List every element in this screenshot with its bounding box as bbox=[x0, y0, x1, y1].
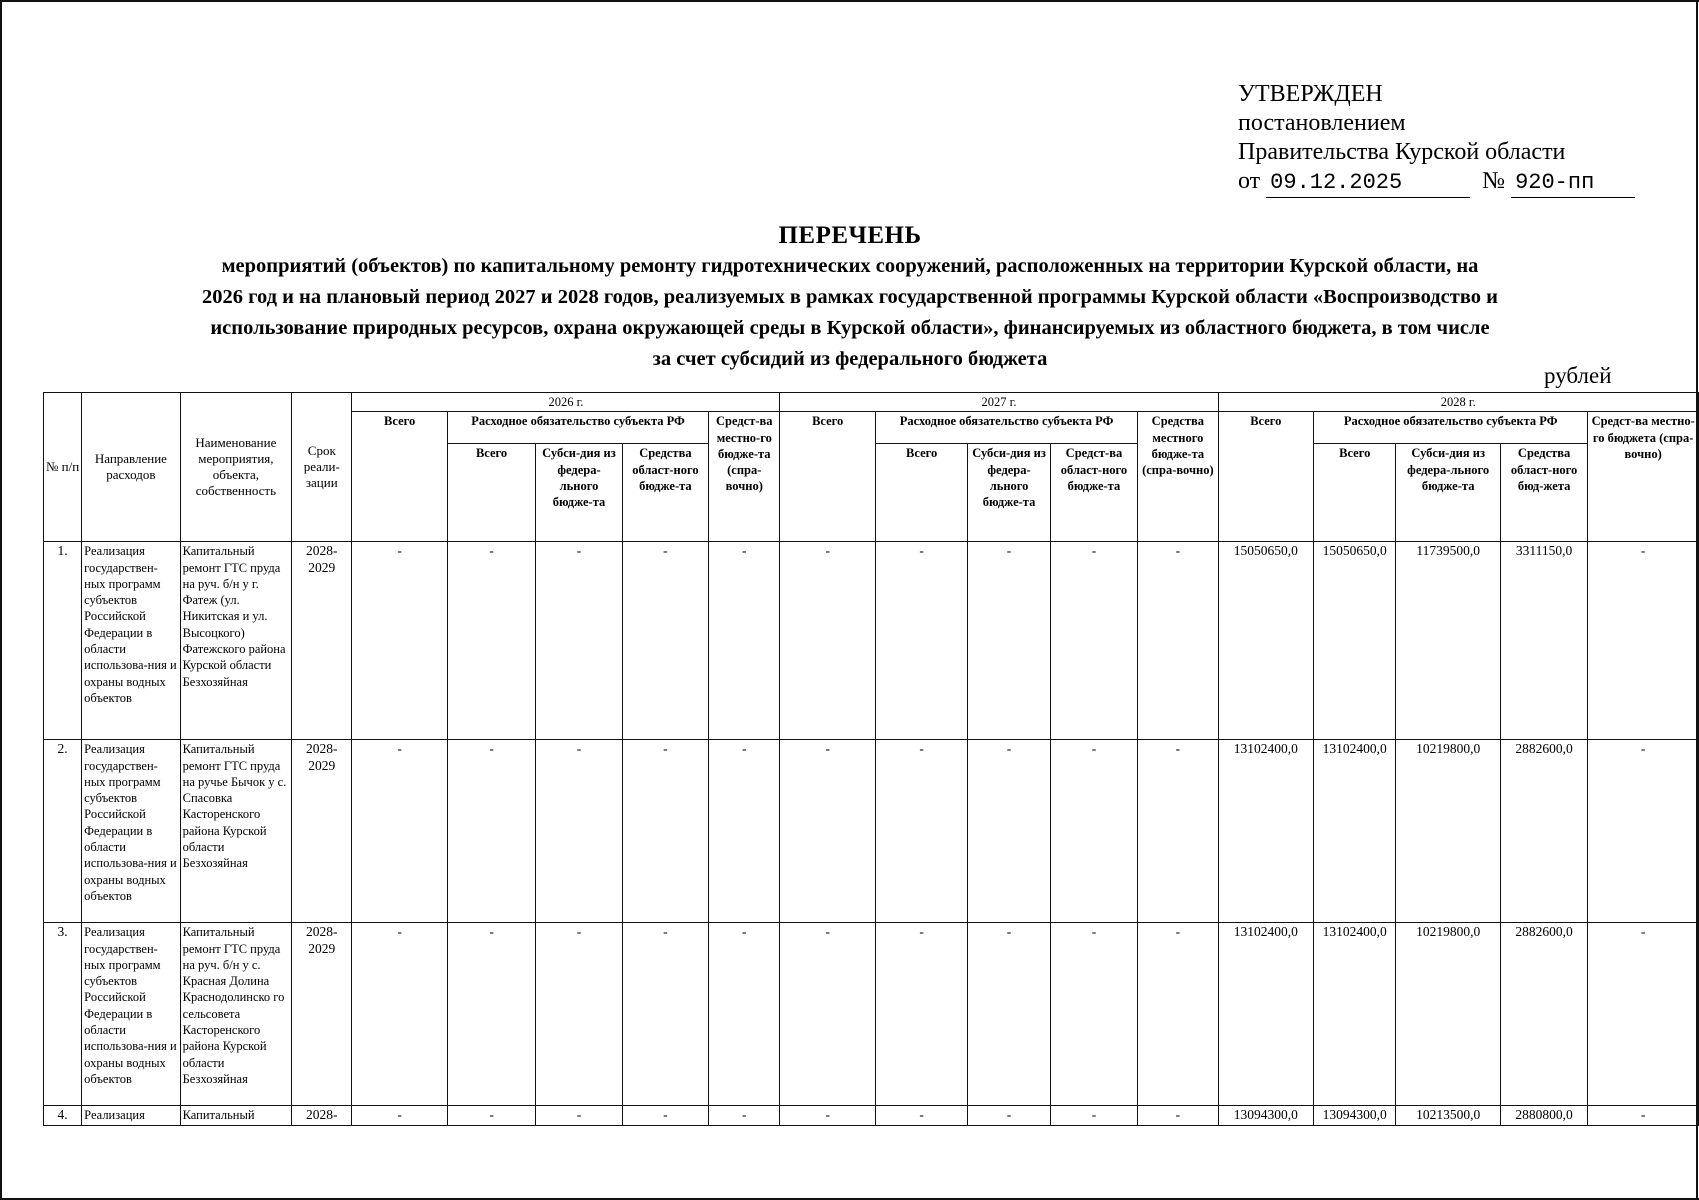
row-num: 3. bbox=[44, 923, 82, 1106]
title-line-4: за счет субсидий из федерального бюджета bbox=[652, 348, 1048, 370]
cell-2028-sub-total: 13102400,0 bbox=[1314, 740, 1396, 923]
cell-2028-sub-total: 15050650,0 bbox=[1314, 542, 1396, 740]
header-2027-total: Всего bbox=[780, 412, 875, 542]
cell-2027-total: - bbox=[780, 1106, 875, 1125]
row-direction: Реализация bbox=[82, 1106, 180, 1125]
header-2026-obligation: Расходное обязательство субъекта РФ bbox=[447, 412, 708, 444]
cell-2026-federal: - bbox=[536, 923, 622, 1106]
cell-2027-total: - bbox=[780, 740, 875, 923]
cell-2027-local: - bbox=[1138, 1106, 1218, 1125]
title-heading: ПЕРЕЧЕНЬ bbox=[778, 222, 922, 249]
approval-line-3: Правительства Курской области bbox=[1238, 139, 1566, 165]
cell-2028-federal: 10219800,0 bbox=[1396, 923, 1500, 1106]
header-term: Срок реали-зации bbox=[292, 393, 352, 542]
cell-2026-total: - bbox=[352, 1106, 447, 1125]
cell-2028-federal: 11739500,0 bbox=[1396, 542, 1500, 740]
header-year-2028: 2028 г. bbox=[1218, 393, 1698, 412]
document-title bbox=[60, 222, 1640, 374]
cell-2026-sub-total: - bbox=[447, 1106, 535, 1125]
cell-2026-total: - bbox=[352, 923, 447, 1106]
cell-2028-federal: 10219800,0 bbox=[1396, 740, 1500, 923]
cell-2027-federal: - bbox=[968, 1106, 1050, 1125]
cell-2027-local: - bbox=[1138, 740, 1218, 923]
row-direction: Реализация государствен-ных программ субъектов Российской Федерации в области использова-ния и охраны водных объектов bbox=[82, 923, 180, 1106]
table-row bbox=[44, 740, 1699, 923]
row-term: 2028-2029 bbox=[292, 923, 352, 1106]
header-2028-federal: Субси-дия из федера-льного бюдже-та bbox=[1396, 444, 1500, 542]
approval-date: 09.12.2025 bbox=[1266, 168, 1470, 198]
cell-2028-local: - bbox=[1588, 740, 1699, 923]
header-2027-sub-total: Всего bbox=[875, 444, 967, 542]
cell-2028-federal: 10213500,0 bbox=[1396, 1106, 1500, 1125]
cell-2027-sub-total: - bbox=[875, 923, 967, 1106]
header-2028-regional: Средства област-ного бюд-жета bbox=[1500, 444, 1587, 542]
row-name: Капитальный ремонт ГТС пруда на руч. б/н у г. Фатеж (ул. Никитская и ул. Высоцкого) Фатежского района Курской области Безхозяйная bbox=[180, 542, 292, 740]
cell-2026-sub-total: - bbox=[447, 740, 535, 923]
cell-2028-local: - bbox=[1588, 923, 1699, 1106]
cell-2028-total: 15050650,0 bbox=[1218, 542, 1313, 740]
header-direction: Направление расходов bbox=[82, 393, 180, 542]
cell-2026-local: - bbox=[709, 923, 780, 1106]
cell-2026-local: - bbox=[709, 1106, 780, 1125]
header-2026-total: Всего bbox=[352, 412, 447, 542]
units-label: рублей bbox=[1544, 363, 1612, 388]
cell-2028-total: 13102400,0 bbox=[1218, 923, 1313, 1106]
cell-2026-federal: - bbox=[536, 740, 622, 923]
approval-line-1: УТВЕРЖДЕН bbox=[1238, 81, 1383, 107]
cell-2027-federal: - bbox=[968, 923, 1050, 1106]
header-2026-regional: Средства област-ного бюдже-та bbox=[622, 444, 708, 542]
header-2026-sub-total: Всего bbox=[447, 444, 535, 542]
cell-2027-federal: - bbox=[968, 740, 1050, 923]
objects-table bbox=[43, 392, 1699, 1126]
header-num: № п/п bbox=[44, 393, 82, 542]
cell-2026-total: - bbox=[352, 740, 447, 923]
header-name: Наименование мероприятия, объекта, собственность bbox=[180, 393, 292, 542]
cell-2026-sub-total: - bbox=[447, 923, 535, 1106]
cell-2028-local: - bbox=[1588, 1106, 1699, 1125]
cell-2028-regional: 2882600,0 bbox=[1500, 923, 1587, 1106]
row-direction: Реализация государствен-ных программ субъектов Российской Федерации в области использова-ния и охраны водных объектов bbox=[82, 740, 180, 923]
scan-top-edge bbox=[0, 0, 1699, 2]
cell-2028-sub-total: 13094300,0 bbox=[1314, 1106, 1396, 1125]
cell-2027-sub-total: - bbox=[875, 542, 967, 740]
cell-2028-regional: 3311150,0 bbox=[1500, 542, 1587, 740]
row-term: 2028-2029 bbox=[292, 740, 352, 923]
cell-2028-total: 13094300,0 bbox=[1218, 1106, 1313, 1125]
number-label: № bbox=[1482, 168, 1506, 194]
header-year-2027: 2027 г. bbox=[780, 393, 1218, 412]
title-line-2: 2026 год и на плановый период 2027 и 2028 годов, реализуемых в рамках государственной программы Курской области «Воспроизводство и bbox=[202, 286, 1498, 308]
cell-2026-federal: - bbox=[536, 542, 622, 740]
row-num: 1. bbox=[44, 542, 82, 740]
approval-date-line bbox=[1238, 167, 1635, 198]
cell-2027-local: - bbox=[1138, 542, 1218, 740]
from-label: от bbox=[1238, 168, 1261, 194]
title-line-1: мероприятий (объектов) по капитальному ремонту гидротехнических сооружений, расположенных на территории Курской области, на bbox=[221, 255, 1479, 277]
cell-2028-regional: 2882600,0 bbox=[1500, 740, 1587, 923]
approval-line-2: постановлением bbox=[1238, 110, 1406, 136]
cell-2026-regional: - bbox=[622, 542, 708, 740]
cell-2027-total: - bbox=[780, 542, 875, 740]
cell-2026-regional: - bbox=[622, 740, 708, 923]
header-2028-sub-total: Всего bbox=[1314, 444, 1396, 542]
cell-2027-local: - bbox=[1138, 923, 1218, 1106]
header-2027-local: Средства местного бюдже-та (спра-вочно) bbox=[1138, 412, 1218, 542]
header-2028-local: Средст-ва местно-го бюджета (спра-вочно) bbox=[1588, 412, 1699, 542]
header-2028-total: Всего bbox=[1218, 412, 1313, 542]
cell-2026-regional: - bbox=[622, 923, 708, 1106]
cell-2028-local: - bbox=[1588, 542, 1699, 740]
header-2026-local: Средст-ва местно-го бюдже-та (спра-вочно) bbox=[709, 412, 780, 542]
row-name: Капитальный ремонт ГТС пруда на ручье Бычок у с. Спасовка Касторенского района Курской области Безхозяйная bbox=[180, 740, 292, 923]
cell-2027-regional: - bbox=[1050, 542, 1137, 740]
header-2027-obligation: Расходное обязательство субъекта РФ bbox=[875, 412, 1137, 444]
cell-2027-sub-total: - bbox=[875, 1106, 967, 1125]
cell-2026-total: - bbox=[352, 542, 447, 740]
cell-2027-sub-total: - bbox=[875, 740, 967, 923]
table-row bbox=[44, 1106, 1699, 1125]
table-row bbox=[44, 542, 1699, 740]
cell-2028-regional: 2880800,0 bbox=[1500, 1106, 1587, 1125]
approval-block bbox=[1238, 80, 1635, 198]
row-term: 2028- bbox=[292, 1106, 352, 1125]
cell-2028-total: 13102400,0 bbox=[1218, 740, 1313, 923]
cell-2027-regional: - bbox=[1050, 923, 1137, 1106]
scan-left-edge bbox=[0, 0, 2, 1200]
cell-2026-sub-total: - bbox=[447, 542, 535, 740]
row-term: 2028-2029 bbox=[292, 542, 352, 740]
row-name: Капитальный bbox=[180, 1106, 292, 1125]
row-direction: Реализация государствен-ных программ субъектов Российской Федерации в области использова-ния и охраны водных объектов bbox=[82, 542, 180, 740]
cell-2027-federal: - bbox=[968, 542, 1050, 740]
cell-2026-regional: - bbox=[622, 1106, 708, 1125]
row-name: Капитальный ремонт ГТС пруда на руч. б/н у с. Красная Долина Краснодолинско го сельсовета Касторенского района Курской области Безхозяйная bbox=[180, 923, 292, 1106]
cell-2027-total: - bbox=[780, 923, 875, 1106]
header-2027-federal: Субси-дия из федера-льного бюдже-та bbox=[968, 444, 1050, 542]
row-num: 2. bbox=[44, 740, 82, 923]
cell-2027-regional: - bbox=[1050, 1106, 1137, 1125]
table-row bbox=[44, 923, 1699, 1106]
cell-2028-sub-total: 13102400,0 bbox=[1314, 923, 1396, 1106]
header-2028-obligation: Расходное обязательство субъекта РФ bbox=[1314, 412, 1588, 444]
cell-2026-local: - bbox=[709, 542, 780, 740]
header-year-2026: 2026 г. bbox=[352, 393, 780, 412]
header-2027-regional: Средст-ва област-ного бюдже-та bbox=[1050, 444, 1137, 542]
cell-2026-local: - bbox=[709, 740, 780, 923]
row-num: 4. bbox=[44, 1106, 82, 1125]
approval-number: 920-пп bbox=[1511, 168, 1635, 198]
title-line-3: использование природных ресурсов, охрана окружающей среды в Курской области», финансируемых из областного бюджета, в том числе bbox=[210, 317, 1490, 339]
cell-2027-regional: - bbox=[1050, 740, 1137, 923]
header-2026-federal: Субси-дия из федера-льного бюдже-та bbox=[536, 444, 622, 542]
cell-2026-federal: - bbox=[536, 1106, 622, 1125]
